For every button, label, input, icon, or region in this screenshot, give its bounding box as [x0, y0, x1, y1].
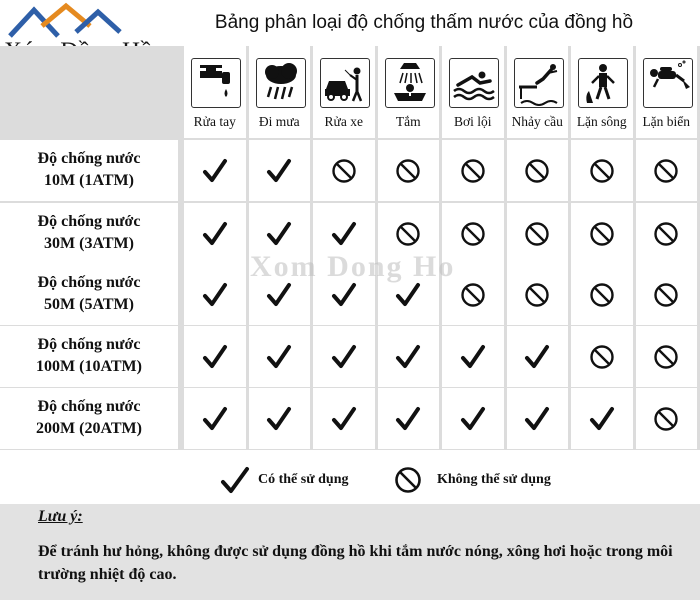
table-cell: [378, 140, 440, 201]
faucet-icon: [192, 59, 240, 107]
check-icon: [266, 221, 292, 247]
check-icon: [202, 158, 228, 184]
check-icon: [331, 344, 357, 370]
row-label-line2: 200M (20ATM): [36, 420, 142, 437]
column-label: Bơi lội: [453, 114, 492, 129]
row-label-line1: Độ chống nước: [37, 274, 141, 291]
legend-yes-label: Có thể sử dụng: [258, 472, 349, 487]
diving-icon: [515, 59, 563, 107]
row-label-line2: 30M (3ATM): [44, 235, 134, 252]
row-label-line1: Độ chống nước: [37, 336, 141, 353]
table-cell: [442, 140, 504, 201]
table-cell: [442, 326, 504, 387]
table-cell: [184, 264, 246, 325]
row-label: [0, 396, 178, 440]
row-label: [0, 334, 178, 378]
check-icon: [460, 344, 486, 370]
prohibited-icon: [589, 221, 615, 247]
row-label-cell: [0, 326, 178, 387]
column-label: Đi mưa: [258, 114, 300, 129]
column-label: Rửa tay: [193, 114, 236, 129]
table-cell: [249, 326, 311, 387]
table-cell: [636, 203, 698, 264]
table-cell: [507, 203, 569, 264]
table-cell: [571, 264, 633, 325]
table-cell: [442, 388, 504, 449]
rain-cloud-icon: [257, 59, 305, 107]
column-header: [442, 46, 504, 138]
snorkel-diver-icon: [579, 59, 627, 107]
note-text: Để tránh hư hỏng, không được sử dụng đồng hồ khi tắm nước nóng, xông hơi hoặc trong môi trường nhiệt độ cao.: [38, 543, 673, 583]
table-cell: [184, 388, 246, 449]
table-cell: [313, 326, 375, 387]
car-wash-icon: [321, 59, 369, 107]
check-icon: [395, 406, 421, 432]
scuba-diver-icon: [644, 59, 692, 107]
check-icon: [331, 406, 357, 432]
prohibited-icon: [395, 158, 421, 184]
check-icon: [266, 344, 292, 370]
check-icon: [395, 344, 421, 370]
prohibited-icon: [589, 158, 615, 184]
check-icon: [266, 406, 292, 432]
prohibited-icon: [524, 282, 550, 308]
column-label: Lặn biển: [642, 114, 691, 129]
check-icon: [202, 406, 228, 432]
table-cell: [313, 140, 375, 201]
house-roofs-icon: [6, 2, 126, 38]
column-header: [184, 46, 246, 138]
row-label-cell: [0, 264, 178, 325]
column-header: [313, 46, 375, 138]
table-cell: [378, 388, 440, 449]
column-label: Lặn sông: [576, 114, 627, 129]
row-label: [0, 148, 178, 192]
table-cell: [507, 140, 569, 201]
prohibited-icon: [524, 158, 550, 184]
table-cell: [249, 140, 311, 201]
watermark: Xom Dong Ho: [250, 250, 456, 283]
prohibited-icon: [589, 282, 615, 308]
row-label-cell: [0, 140, 178, 201]
table-cell: [378, 326, 440, 387]
table-cell: [571, 388, 633, 449]
table-cell: [507, 326, 569, 387]
column-label: Nhảy cầu: [511, 114, 563, 129]
row-label: [0, 272, 178, 316]
column-header: [378, 46, 440, 138]
row-label-line1: Độ chống nước: [37, 398, 141, 415]
check-icon: [220, 466, 250, 496]
column-label: Tắm: [395, 114, 421, 129]
row-label-cell: [0, 388, 178, 449]
check-icon: [524, 344, 550, 370]
column-header: [249, 46, 311, 138]
prohibited-icon: [460, 158, 486, 184]
swimming-icon: [450, 59, 498, 107]
column-label: Rửa xe: [324, 114, 363, 129]
prohibited-icon: [653, 221, 679, 247]
check-icon: [331, 282, 357, 308]
table-cell: [636, 388, 698, 449]
prohibited-icon: [460, 282, 486, 308]
row-label: [0, 211, 178, 255]
prohibited-icon: [653, 282, 679, 308]
table-cell: [571, 140, 633, 201]
row-label-line2: 10M (1ATM): [44, 172, 134, 189]
check-icon: [395, 282, 421, 308]
prohibited-icon: [460, 221, 486, 247]
check-icon: [524, 406, 550, 432]
prohibited-icon: [331, 158, 357, 184]
table-cell: [571, 203, 633, 264]
table-cell: [507, 264, 569, 325]
page-title: Bảng phân loại độ chống thấm nước của đồng hồ: [214, 12, 634, 33]
shower-icon: [386, 59, 434, 107]
table-cell: [636, 326, 698, 387]
table-cell: [184, 326, 246, 387]
column-header: [636, 46, 698, 138]
note-title: Lưu ý:: [38, 508, 83, 525]
table-cell: [636, 264, 698, 325]
row-label-line1: Độ chống nước: [37, 213, 141, 230]
legend: [180, 460, 680, 504]
row-label-line1: Độ chống nước: [37, 150, 141, 167]
legend-no-label: Không thể sử dụng: [437, 472, 551, 487]
check-icon: [202, 221, 228, 247]
table-cell: [184, 203, 246, 264]
table-cell: [636, 140, 698, 201]
table-cell: [571, 326, 633, 387]
prohibited-icon: [524, 221, 550, 247]
check-icon: [202, 344, 228, 370]
check-icon: [331, 221, 357, 247]
check-icon: [266, 158, 292, 184]
table-cell: [313, 388, 375, 449]
prohibited-icon: [395, 221, 421, 247]
row-label-cell: [0, 203, 178, 264]
check-icon: [266, 282, 292, 308]
prohibited-icon: [589, 344, 615, 370]
check-icon: [589, 406, 615, 432]
row-label-line2: 50M (5ATM): [44, 296, 134, 313]
check-icon: [460, 406, 486, 432]
table-cell: [184, 140, 246, 201]
column-header: [571, 46, 633, 138]
table-cell: [249, 388, 311, 449]
prohibited-icon: [653, 344, 679, 370]
prohibited-icon: [653, 406, 679, 432]
table-cell: [507, 388, 569, 449]
prohibited-icon: [394, 466, 422, 494]
check-icon: [202, 282, 228, 308]
row-label-line2: 100M (10ATM): [36, 358, 142, 375]
prohibited-icon: [653, 158, 679, 184]
column-header: [507, 46, 569, 138]
